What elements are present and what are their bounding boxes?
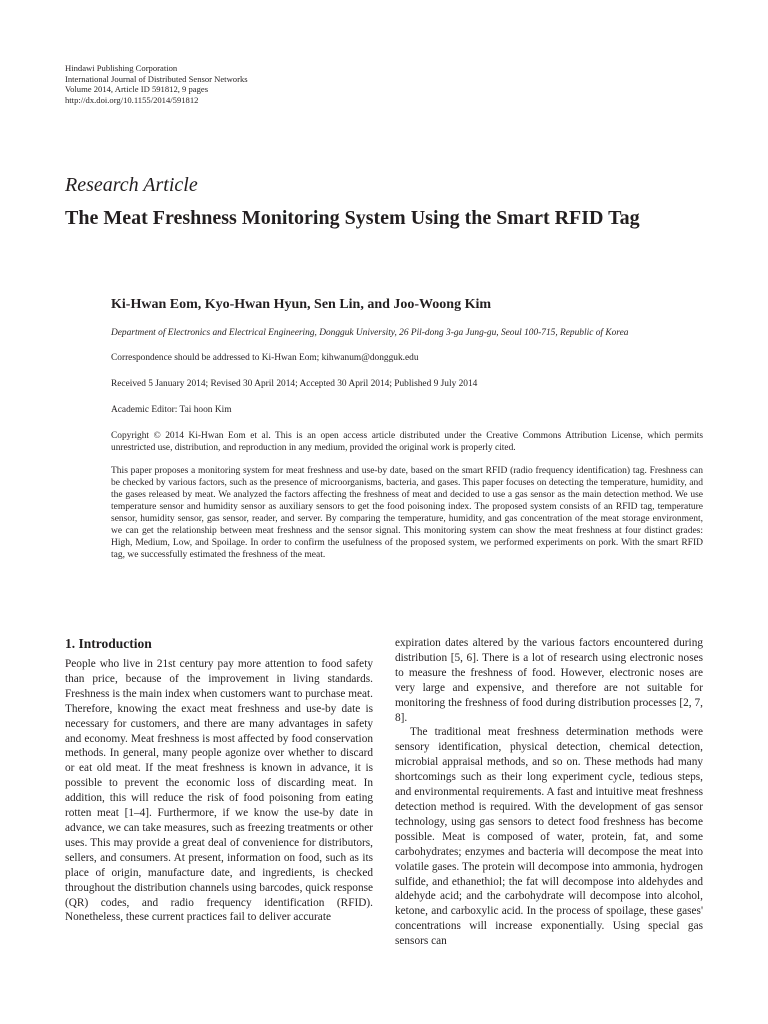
journal-name: International Journal of Distributed Sensor Networks bbox=[65, 73, 248, 84]
affiliation: Department of Electronics and Electrical Engineering, Dongguk University, 26 Pil-dong 3-ga Jung-gu, Seoul 100-715, Republic of Korea bbox=[111, 328, 629, 338]
right-column bbox=[395, 636, 703, 949]
section-heading: 1. Introduction bbox=[65, 636, 152, 651]
doi-link[interactable]: http://dx.doi.org/10.1155/2014/591812 bbox=[65, 95, 199, 106]
author-list: Ki-Hwan Eom, Kyo-Hwan Hyun, Sen Lin, and Joo-Woong Kim bbox=[111, 297, 492, 312]
intro-paragraph-2: expiration dates altered by the various factors encountered during distribution [5, 6]. There is a lot of research using electronic noses to measure the freshness of food. However, electronic noses are very large and expensive, and therefore are not suitable for monitoring the freshness of food during distribution processes [2, 7, 8]. bbox=[395, 637, 703, 724]
intro-paragraph-1: People who live in 21st century pay more attention to food safety than price, because of the improvement in living standards. Freshness is the main index when customers want to purchase meat. Therefore, knowing the exact meat freshness and use-by date is necessary for customers, and there are many advantages in safety and economy. Meat freshness is most affected by food conservation methods. In general, many people agonize over whether to discard or eat old meat. If the meat freshness is known in advance, it is possible to prevent the economic loss of discarding meat. In addition, this will reduce the risk of food poisoning from eating rotten meat [1–4]. Furthermore, if we know the use-by date in advance, we can take measures, such as freezing treatments or other uses. This may provide a great deal of convenience for distributors, sellers, and consumers. At present, information on food, such as its place of origin, manufacture date, and ingredients, is checked throughout the distribution channels using barcodes, quick response (QR) codes, and radio frequency identification (RFID). Nonetheless, these current practices fail to deliver accurate bbox=[65, 658, 373, 924]
article-type: Research Article bbox=[65, 174, 198, 196]
correspondence: Correspondence should be addressed to Ki-Hwan Eom; kihwanum@dongguk.edu bbox=[111, 353, 419, 363]
academic-editor: Academic Editor: Tai hoon Kim bbox=[111, 405, 232, 415]
intro-paragraph-3: The traditional meat freshness determination methods were sensory identification, physical detection, chemical detection, microbial appraisal methods, and so on. These methods had many shortcomings such as their long experiment cycle, tedious steps, and environmental requirements. A fast and intuitive meat freshness detection method is required. With the development of gas sensor technology, using gas sensors to detect food freshness has become possible. Meat is composed of water, protein, fat, and some carbohydrates; enzymes and bacteria will decompose the meat into volatile gases. The protein will decompose into ammonia, hydrogen sulfide, and ethanethiol; the fat will decompose into aldehydes and aldehyde acid; and the carbohydrate will decompose into alcohol, ketone, and carboxylic acid. In the process of spoilage, these gases' concentrations will increase exponentially. Using special gas sensors can bbox=[395, 726, 703, 948]
left-column bbox=[65, 636, 373, 925]
copyright-notice: Copyright © 2014 Ki-Hwan Eom et al. This is an open access article distributed under the Creative Commons Attribution License, which permits unrestricted use, distribution, and reproduction in any medium, provided the original work is properly cited. bbox=[111, 431, 703, 453]
publication-dates: Received 5 January 2014; Revised 30 April 2014; Accepted 30 April 2014; Published 9 July 2014 bbox=[111, 379, 478, 389]
volume-info: Volume 2014, Article ID 591812, 9 pages bbox=[65, 84, 209, 95]
abstract: This paper proposes a monitoring system for meat freshness and use-by date, based on the smart RFID (radio frequency identification) tag. Freshness can be checked by various factors, such as the presence of microorganisms, bacteria, and gases. This paper focuses on detecting the temperature, humidity, and the gases released by meat. We analyzed the factors affecting the freshness of meat and decided to use a gas sensor as the main detection method. We use temperature sensor and humidity sensor as auxiliary sensors to get the food poisoning index. The proposed system consists of an RFID tag, temperature sensor, humidity sensor, gas sensor, reader, and server. By comparing the temperature, humidity, and gas concentration of the meat storage environment, we can get the relationship between meat freshness and the sensor signal. This monitoring system can show the meat freshness at four distinct grades: High, Medium, Low, and Spoilage. In order to confirm the usefulness of the proposed system, we performed experiments on pork. With the smart RFID tag, we successfully estimated the freshness of the meat. bbox=[111, 466, 703, 560]
publisher: Hindawi Publishing Corporation bbox=[65, 63, 178, 73]
journal-header bbox=[65, 63, 248, 106]
paper-title: The Meat Freshness Monitoring System Using the Smart RFID Tag bbox=[65, 207, 640, 229]
